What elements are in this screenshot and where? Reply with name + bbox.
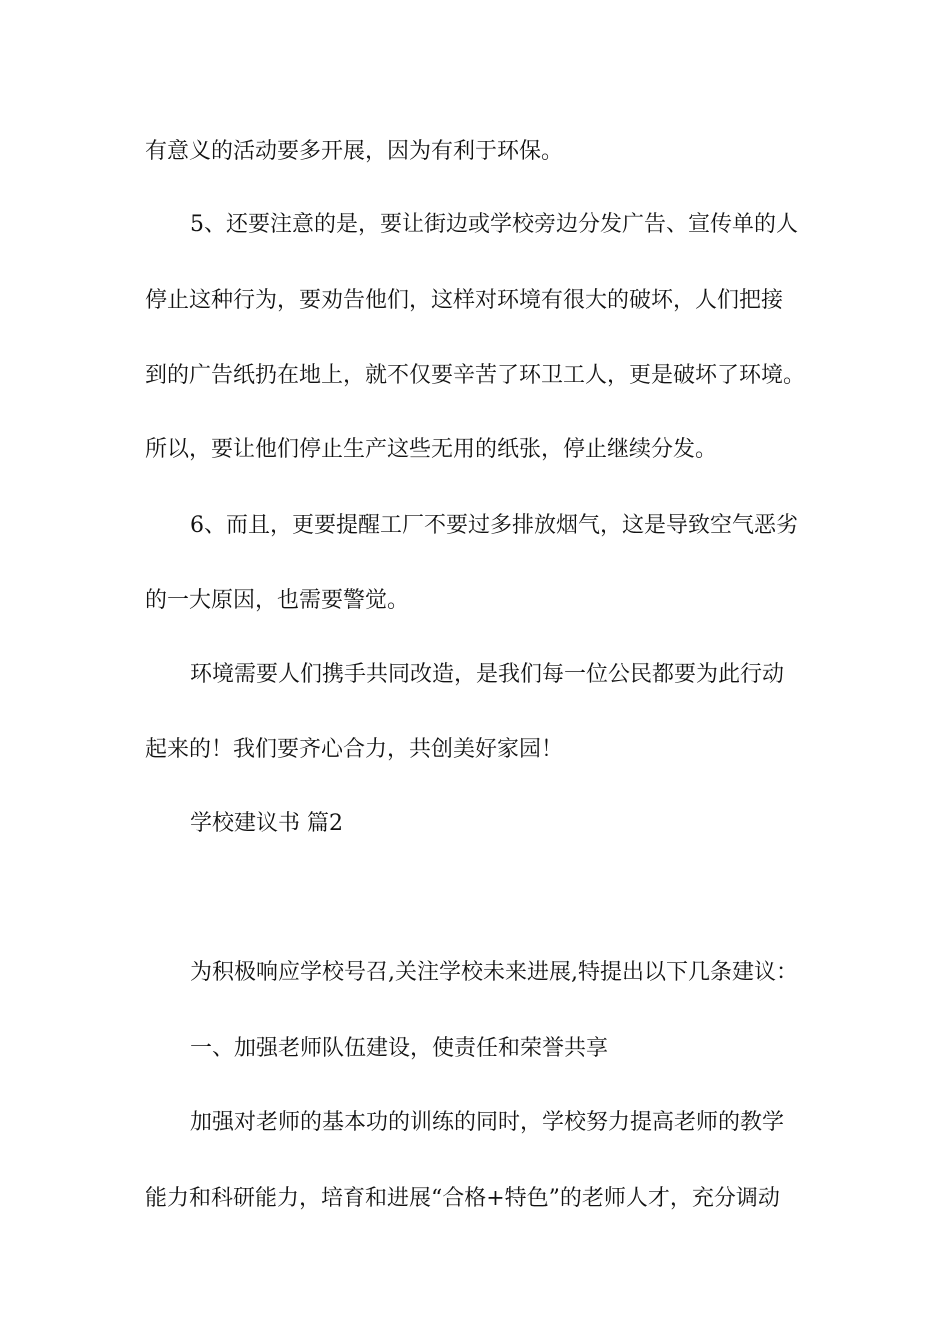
text-line: 为积极响应学校号召,关注学校未来进展,特提出以下几条建议： xyxy=(190,960,798,985)
text-line: 停止这种行为，要劝告他们，这样对环境有很大的破坏，人们把接 xyxy=(145,288,784,313)
text-line: 到的广告纸扔在地上，就不仅要辛苦了环卫工人，更是破坏了环境。 xyxy=(145,363,806,388)
text-line: 起来的！我们要齐心合力，共创美好家园！ xyxy=(145,737,564,762)
text-line: 有意义的活动要多开展，因为有利于环保。 xyxy=(145,139,564,164)
text-line: 的一大原因，也需要警觉。 xyxy=(145,588,410,613)
text-line: 所以，要让他们停止生产这些无用的纸张，停止继续分发。 xyxy=(145,437,718,462)
section-heading: 学校建议书 篇2 xyxy=(190,811,343,836)
text-line: 环境需要人们携手共同改造，是我们每一位公民都要为此行动 xyxy=(190,662,785,687)
text-line: 能力和科研能力，培育和进展“合格+特色”的老师人才，充分调动 xyxy=(145,1186,780,1211)
text-line: 5、还要注意的是，要让街边或学校旁边分发广告、宣传单的人 xyxy=(190,212,798,237)
text-line: 一、加强老师队伍建设，使责任和荣誉共享 xyxy=(190,1036,609,1061)
text-line: 6、而且，更要提醒工厂不要过多排放烟气，这是导致空气恶劣 xyxy=(190,513,798,538)
text-line: 加强对老师的基本功的训练的同时，学校努力提高老师的教学 xyxy=(190,1110,785,1135)
